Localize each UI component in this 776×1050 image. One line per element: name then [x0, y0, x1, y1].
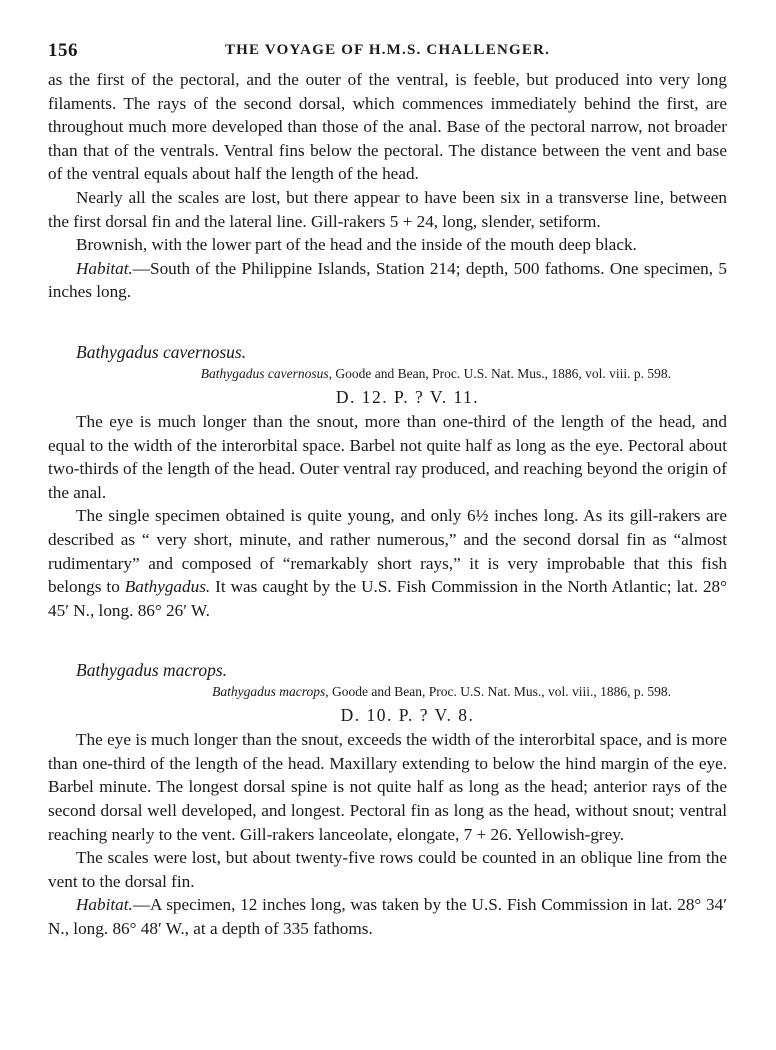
running-title: THE VOYAGE OF H.M.S. CHALLENGER. [224, 42, 551, 58]
species-paragraph-2 [48, 504, 727, 622]
species-reference [48, 364, 727, 384]
intro-paragraph-3: Brownish, with the lower part of the head and the inside of the mouth deep black. [76, 235, 637, 255]
species-paragraph-1: The eye is much longer than the snout, exceeds the width of the interorbital space, and is more than one-third of the length of the head. Maxillary extending to below the hind margin of the eye. Barbel minute. The longest dorsal spine is not quite half as long as the head; anterior rays of the second dorsal well developed, and longest. Pectoral fin as long as the head, without snout; ventral reaching nearly to the vent. Gill-rakers lanceolate, elongate, 7 + 26. Yellowish-grey. [48, 730, 727, 844]
page-number: 156 [48, 40, 78, 61]
habitat-label: Habitat. [76, 258, 133, 278]
species-reference [48, 682, 727, 702]
genus-name: Bathygadus. [124, 577, 211, 597]
intro-paragraph-1: as the first of the pectoral, and the outer of the ventral, is feeble, but produced into very long filaments. The rays of the second dorsal, which commences immediately behind the first, are throughout much more developed than those of the anal. Base of the pectoral narrow, not broader than that of the ventrals. Ventral fins below the pectoral. The distance between the vent and base of the ventral equals about half the length of the head. [48, 70, 727, 184]
species-section-cavernosus [48, 340, 727, 622]
habitat-label: Habitat. [76, 895, 133, 915]
intro-habitat [48, 257, 727, 304]
intro-paragraph-2: Nearly all the scales are lost, but there appear to have been six in a transverse line, between the first dorsal fin and the lateral line. Gill-rakers 5 + 24, long, slender, setiform. [48, 187, 727, 231]
page [48, 40, 727, 941]
reference-text: Goode and Bean, Proc. U.S. Nat. Mus., vol. viii., 1886, p. 598. [328, 684, 671, 700]
habitat-text: —A specimen, 12 inches long, was taken by the U.S. Fish Commission in lat. 28° 34′ N., long. 86° 48′ W., at a depth of 335 fathoms. [48, 895, 727, 939]
reference-text: Goode and Bean, Proc. U.S. Nat. Mus., 1886, vol. viii. p. 598. [332, 365, 671, 381]
paragraph-text-b: It was caught by the U.S. Fish Commission in the North Atlantic; lat. 28° 45′ N., long. 86° 26′ W. [48, 577, 728, 620]
page-header [48, 40, 727, 68]
paragraph-text-a: The single specimen obtained is quite young, and only 6½ inches long. As its gill-rakers are described as “ very short, minute, and rather numerous,” and the second dorsal fin as “almost rudimentary” and composed of “remarkably short rays,” it is very improbable that this fish belongs to [48, 506, 727, 597]
species-habitat [48, 893, 727, 940]
reference-name: Bathygadus macrops, [212, 684, 329, 700]
fin-formula: D. 10. P. ? V. 8. [340, 705, 475, 726]
species-heading: Bathygadus cavernosus. [76, 341, 247, 362]
habitat-text: —South of the Philippine Islands, Station 214; depth, 500 fathoms. One specimen, 5 inches long. [48, 258, 727, 302]
species-heading: Bathygadus macrops. [76, 660, 228, 681]
species-section-macrops [48, 658, 727, 940]
species-paragraph-2: The scales were lost, but about twenty-five rows could be counted in an oblique line from the vent to the dorsal fin. [48, 848, 727, 891]
species-paragraph-1: The eye is much longer than the snout, more than one-third of the length of the head, and equal to the width of the interorbital space. Barbel not quite half as long as the eye. Pectoral about two-thirds of the length of the head. Outer ventral ray produced, and reaching beyond the origin of the anal. [48, 411, 727, 502]
intro-section [48, 68, 727, 304]
reference-name: Bathygadus cavernosus, [200, 365, 333, 381]
fin-formula: D. 12. P. ? V. 11. [335, 386, 480, 407]
